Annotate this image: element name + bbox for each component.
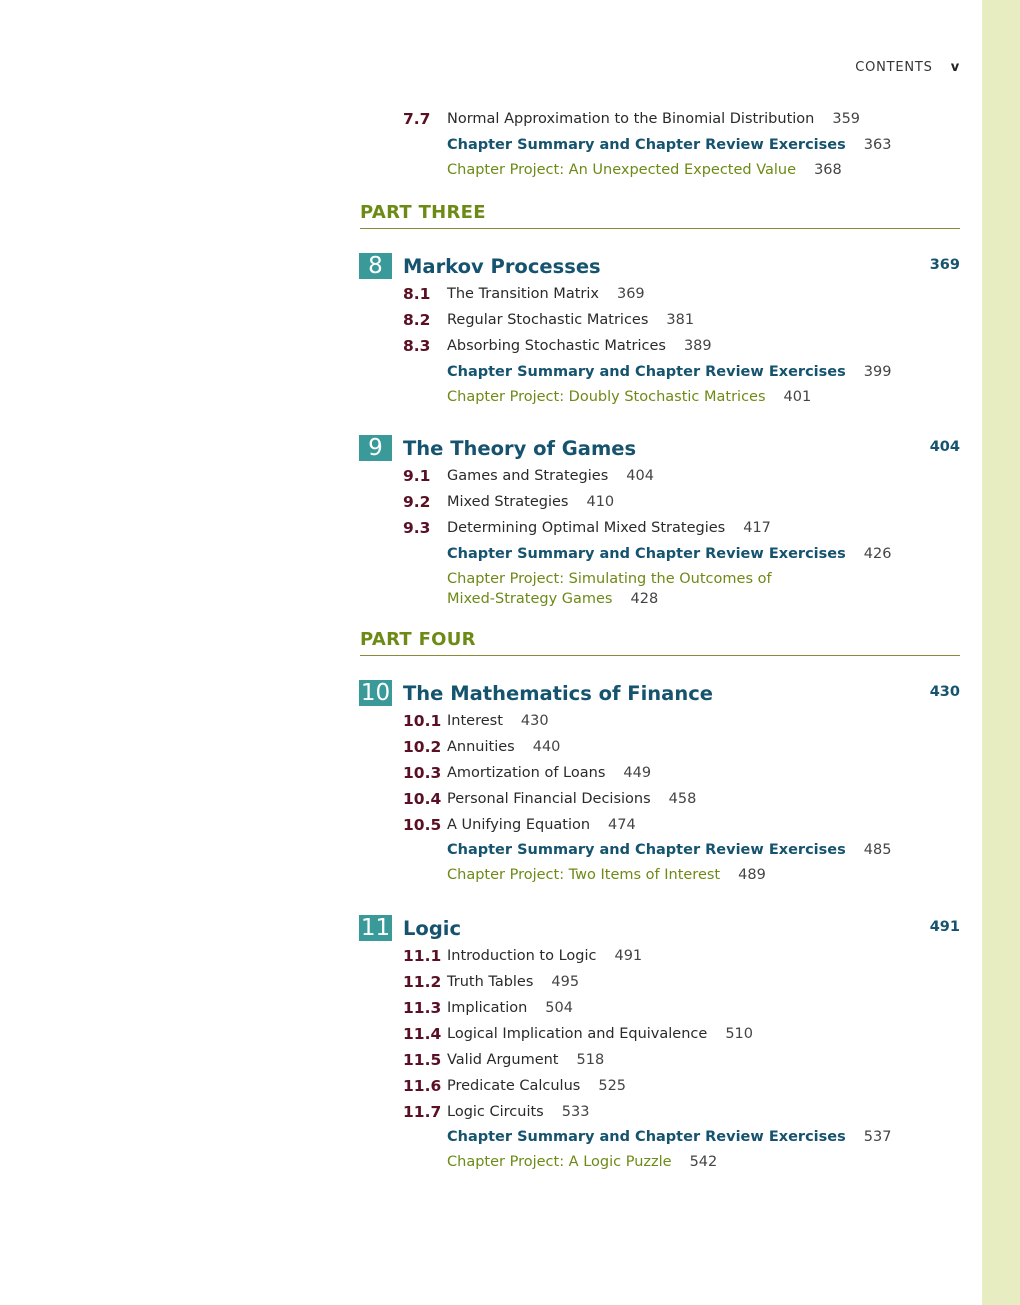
toc-section-row[interactable] [360,736,960,762]
project-page: 401 [783,389,812,405]
section-page: 430 [520,713,549,729]
chapter-number-badge: 9 [359,435,392,461]
toc-section-row[interactable] [360,283,960,309]
toc-project-row[interactable] [360,159,960,184]
toc-section-row[interactable] [360,517,960,543]
toc-section-row[interactable] [360,788,960,814]
toc-section-row[interactable] [360,997,960,1023]
toc-project-row[interactable] [360,1151,960,1176]
project-title: Chapter Project: Two Items of Interest [447,867,721,883]
section-title: Regular Stochastic Matrices [447,312,649,328]
section-page: 525 [598,1078,627,1094]
summary-title: Chapter Summary and Chapter Review Exercises [447,842,846,858]
project-title-line-2: Mixed-Strategy Games [447,591,613,607]
project-title-line-1: Chapter Project: Simulating the Outcomes of [447,571,772,587]
summary-title: Chapter Summary and Chapter Review Exercises [447,364,846,380]
section-page: 474 [608,817,636,833]
toc-summary-row[interactable] [360,839,960,864]
toc-section-row[interactable] [360,1101,960,1126]
chapter-title: Markov Processes [403,255,601,278]
section-title: Games and Strategies [447,468,609,484]
project-title: Chapter Project: A Logic Puzzle [447,1154,672,1170]
section-page: 491 [614,948,643,964]
section-title: Mixed Strategies [447,494,569,510]
section-title: Annuities [447,739,515,755]
chapter-page: 369 [929,257,960,273]
toc-section-row[interactable] [360,762,960,788]
summary-title: Chapter Summary and Chapter Review Exercises [447,1129,846,1145]
summary-page: 426 [863,546,892,562]
section-page: 504 [545,1000,573,1016]
chapter-title: Logic [403,917,462,940]
project-page: 489 [738,867,766,883]
chapter-number-badge: 11 [360,915,391,941]
section-page: 417 [743,520,771,536]
toc-project-row[interactable] [447,569,960,609]
toc-summary-row[interactable] [360,1126,960,1151]
section-number: 11.2 [403,973,442,991]
running-head-page-number: v [950,60,960,75]
toc-project-row[interactable] [360,386,960,411]
project-title: Chapter Project: Doubly Stochastic Matrices [447,389,766,405]
section-number: 9.3 [403,519,431,537]
project-page: 368 [814,162,842,178]
section-title: Truth Tables [447,974,534,990]
chapter-page: 430 [929,684,960,700]
section-title: Introduction to Logic [447,948,597,964]
chapter-title: The Theory of Games [403,437,637,460]
table-of-contents [360,108,960,1176]
section-title: Determining Optimal Mixed Strategies [447,520,726,536]
toc-section-row[interactable] [360,491,960,517]
section-number: 9.2 [403,493,431,511]
chapter-title: The Mathematics of Finance [403,682,714,705]
section-page: 458 [668,791,697,807]
section-number: 11.3 [403,999,442,1017]
section-number: 11.4 [403,1025,442,1043]
section-page: 440 [532,739,561,755]
summary-page: 363 [863,137,892,153]
toc-section-row[interactable] [360,1075,960,1101]
section-number: 10.2 [403,738,442,756]
section-number: 8.1 [403,285,431,303]
section-page: 359 [832,111,861,127]
section-number: 10.4 [403,790,442,808]
chapter-heading[interactable] [360,915,960,945]
part-heading: PART FOUR [360,629,960,656]
project-title: Chapter Project: An Unexpected Expected Value [447,162,797,178]
section-number: 8.2 [403,311,431,329]
toc-section-row[interactable] [360,465,960,491]
chapter-heading[interactable] [360,435,960,465]
section-number: 11.6 [403,1077,442,1095]
section-page: 510 [725,1026,753,1042]
section-title: Interest [447,713,503,729]
chapter-number-badge: 10 [360,680,391,706]
toc-section-row[interactable] [360,1049,960,1075]
section-number: 10.5 [403,816,442,834]
toc-section-row[interactable] [360,1023,960,1049]
chapter-page: 491 [929,919,960,935]
toc-project-row[interactable] [360,864,960,889]
section-title: Personal Financial Decisions [447,791,651,807]
section-title: Predicate Calculus [447,1078,581,1094]
section-title: Amortization of Loans [447,765,606,781]
part-heading: PART THREE [360,202,960,229]
toc-section-row[interactable] [360,309,960,335]
page-edge-strip [982,0,1020,1305]
section-page: 518 [576,1052,605,1068]
chapter-number-badge: 8 [359,253,392,279]
toc-summary-row[interactable] [360,543,960,568]
chapter-page: 404 [929,439,960,455]
section-number: 11.5 [403,1051,442,1069]
running-head-label: CONTENTS [855,60,933,75]
section-page: 369 [616,286,645,302]
section-page: 533 [561,1104,590,1120]
section-page: 404 [626,468,654,484]
toc-section-row[interactable] [360,108,960,134]
section-title: Absorbing Stochastic Matrices [447,338,666,354]
section-page: 381 [666,312,695,328]
toc-summary-row[interactable] [360,134,960,159]
section-number: 8.3 [403,337,431,355]
section-number: 11.7 [403,1103,442,1121]
section-title: A Unifying Equation [447,817,591,833]
project-page: 428 [630,591,659,607]
section-page: 449 [623,765,652,781]
section-number: 10.1 [403,712,442,730]
summary-title: Chapter Summary and Chapter Review Exercises [447,137,846,153]
toc-section-row[interactable] [360,335,960,361]
section-number: 10.3 [403,764,442,782]
section-number: 7.7 [403,110,431,128]
summary-page: 399 [863,364,892,380]
toc-section-row[interactable] [360,945,960,971]
section-page: 389 [683,338,712,354]
section-title: Implication [447,1000,528,1016]
project-page: 542 [689,1154,718,1170]
section-title: Normal Approximation to the Binomial Distribution [447,111,815,127]
section-page: 410 [586,494,615,510]
toc-section-row[interactable] [360,710,960,736]
toc-section-row[interactable] [360,971,960,997]
toc-summary-row[interactable] [360,361,960,386]
section-number: 11.1 [403,947,442,965]
chapter-heading[interactable] [360,680,960,710]
section-number: 9.1 [403,467,431,485]
summary-page: 485 [863,842,892,858]
section-title: The Transition Matrix [447,286,599,302]
section-title: Logical Implication and Equivalence [447,1026,708,1042]
summary-page: 537 [863,1129,892,1145]
summary-title: Chapter Summary and Chapter Review Exercises [447,546,846,562]
toc-section-row[interactable] [360,814,960,839]
section-title: Valid Argument [447,1052,559,1068]
section-title: Logic Circuits [447,1104,544,1120]
running-head [855,60,960,75]
chapter-heading[interactable] [360,253,960,283]
section-page: 495 [551,974,580,990]
